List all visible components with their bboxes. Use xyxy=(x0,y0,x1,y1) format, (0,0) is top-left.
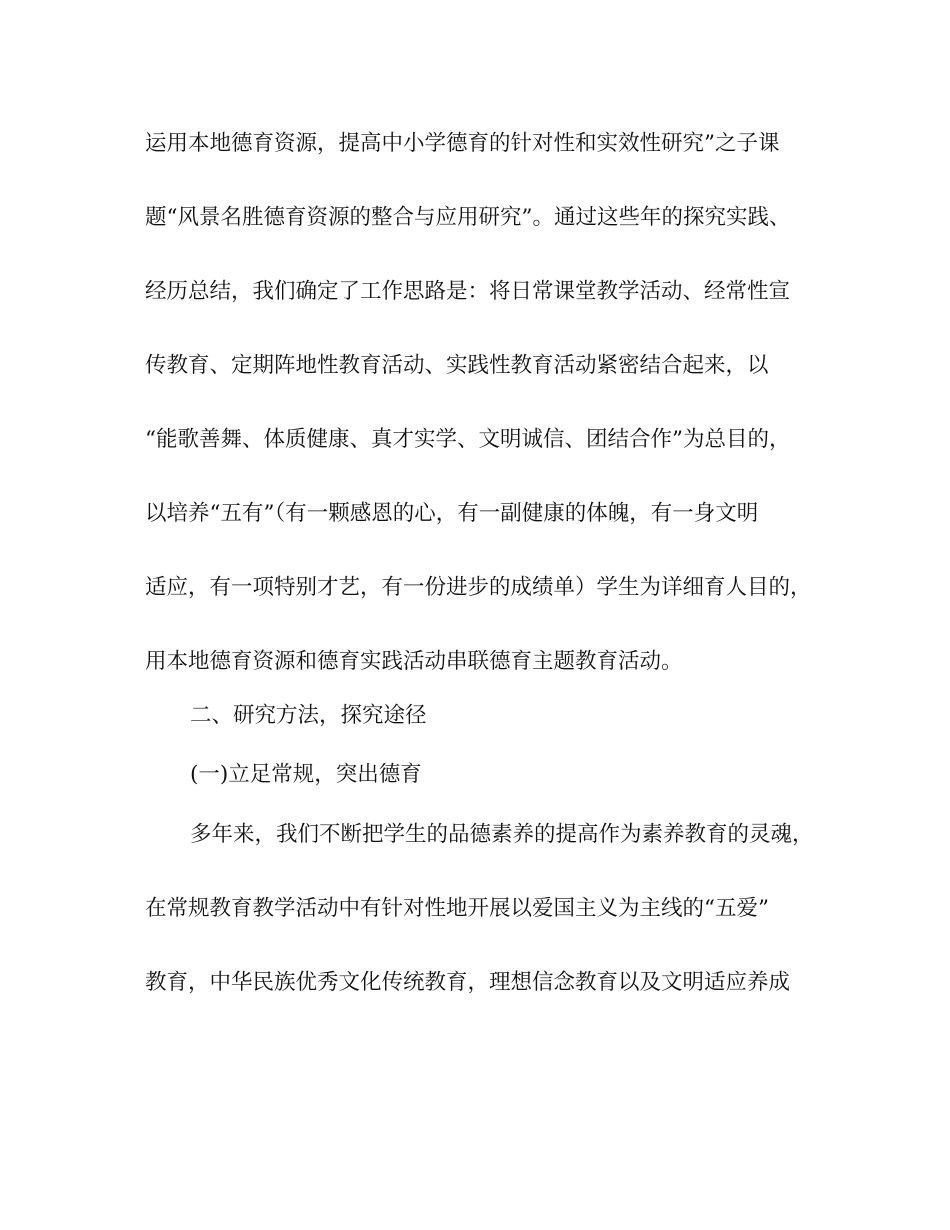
paragraph-line: 以培养“五有”（有一颗感恩的心，有一副健康的体魄，有一身文明 xyxy=(145,501,759,526)
subsection-heading: (一)立足常规，突出德育 xyxy=(190,762,422,787)
paragraph-line: 在常规教育教学活动中有针对性地开展以爱国主义为主线的“五爱” xyxy=(145,896,769,921)
paragraph-line: 传教育、定期阵地性教育活动、实践性教育活动紧密结合起来，以 xyxy=(145,353,769,378)
paragraph-line: 适应，有一项特别才艺，有一份进步的成绩单）学生为详细育人目的， xyxy=(145,575,812,600)
paragraph-line: 多年来，我们不断把学生的品德素养的提高作为素养教育的灵魂， xyxy=(190,822,814,847)
paragraph-line: “能歌善舞、体质健康、真才实学、文明诚信、团结合作”为总目的， xyxy=(145,427,791,452)
paragraph-line: 经历总结，我们确定了工作思路是：将日常课堂教学活动、经常性宣 xyxy=(145,279,791,304)
paragraph-line: 题“风景名胜德育资源的整合与应用研究”。通过这些年的探究实践、 xyxy=(145,205,791,230)
paragraph-line: 运用本地德育资源，提高中小学德育的针对性和实效性研究”之子课 xyxy=(145,131,780,156)
section-heading: 二、研究方法，探究途径 xyxy=(190,703,427,728)
paragraph-line: 教育，中华民族优秀文化传统教育，理想信念教育以及文明适应养成 xyxy=(145,970,791,995)
paragraph-line: 用本地德育资源和德育实践活动串联德育主题教育活动。 xyxy=(145,649,683,674)
